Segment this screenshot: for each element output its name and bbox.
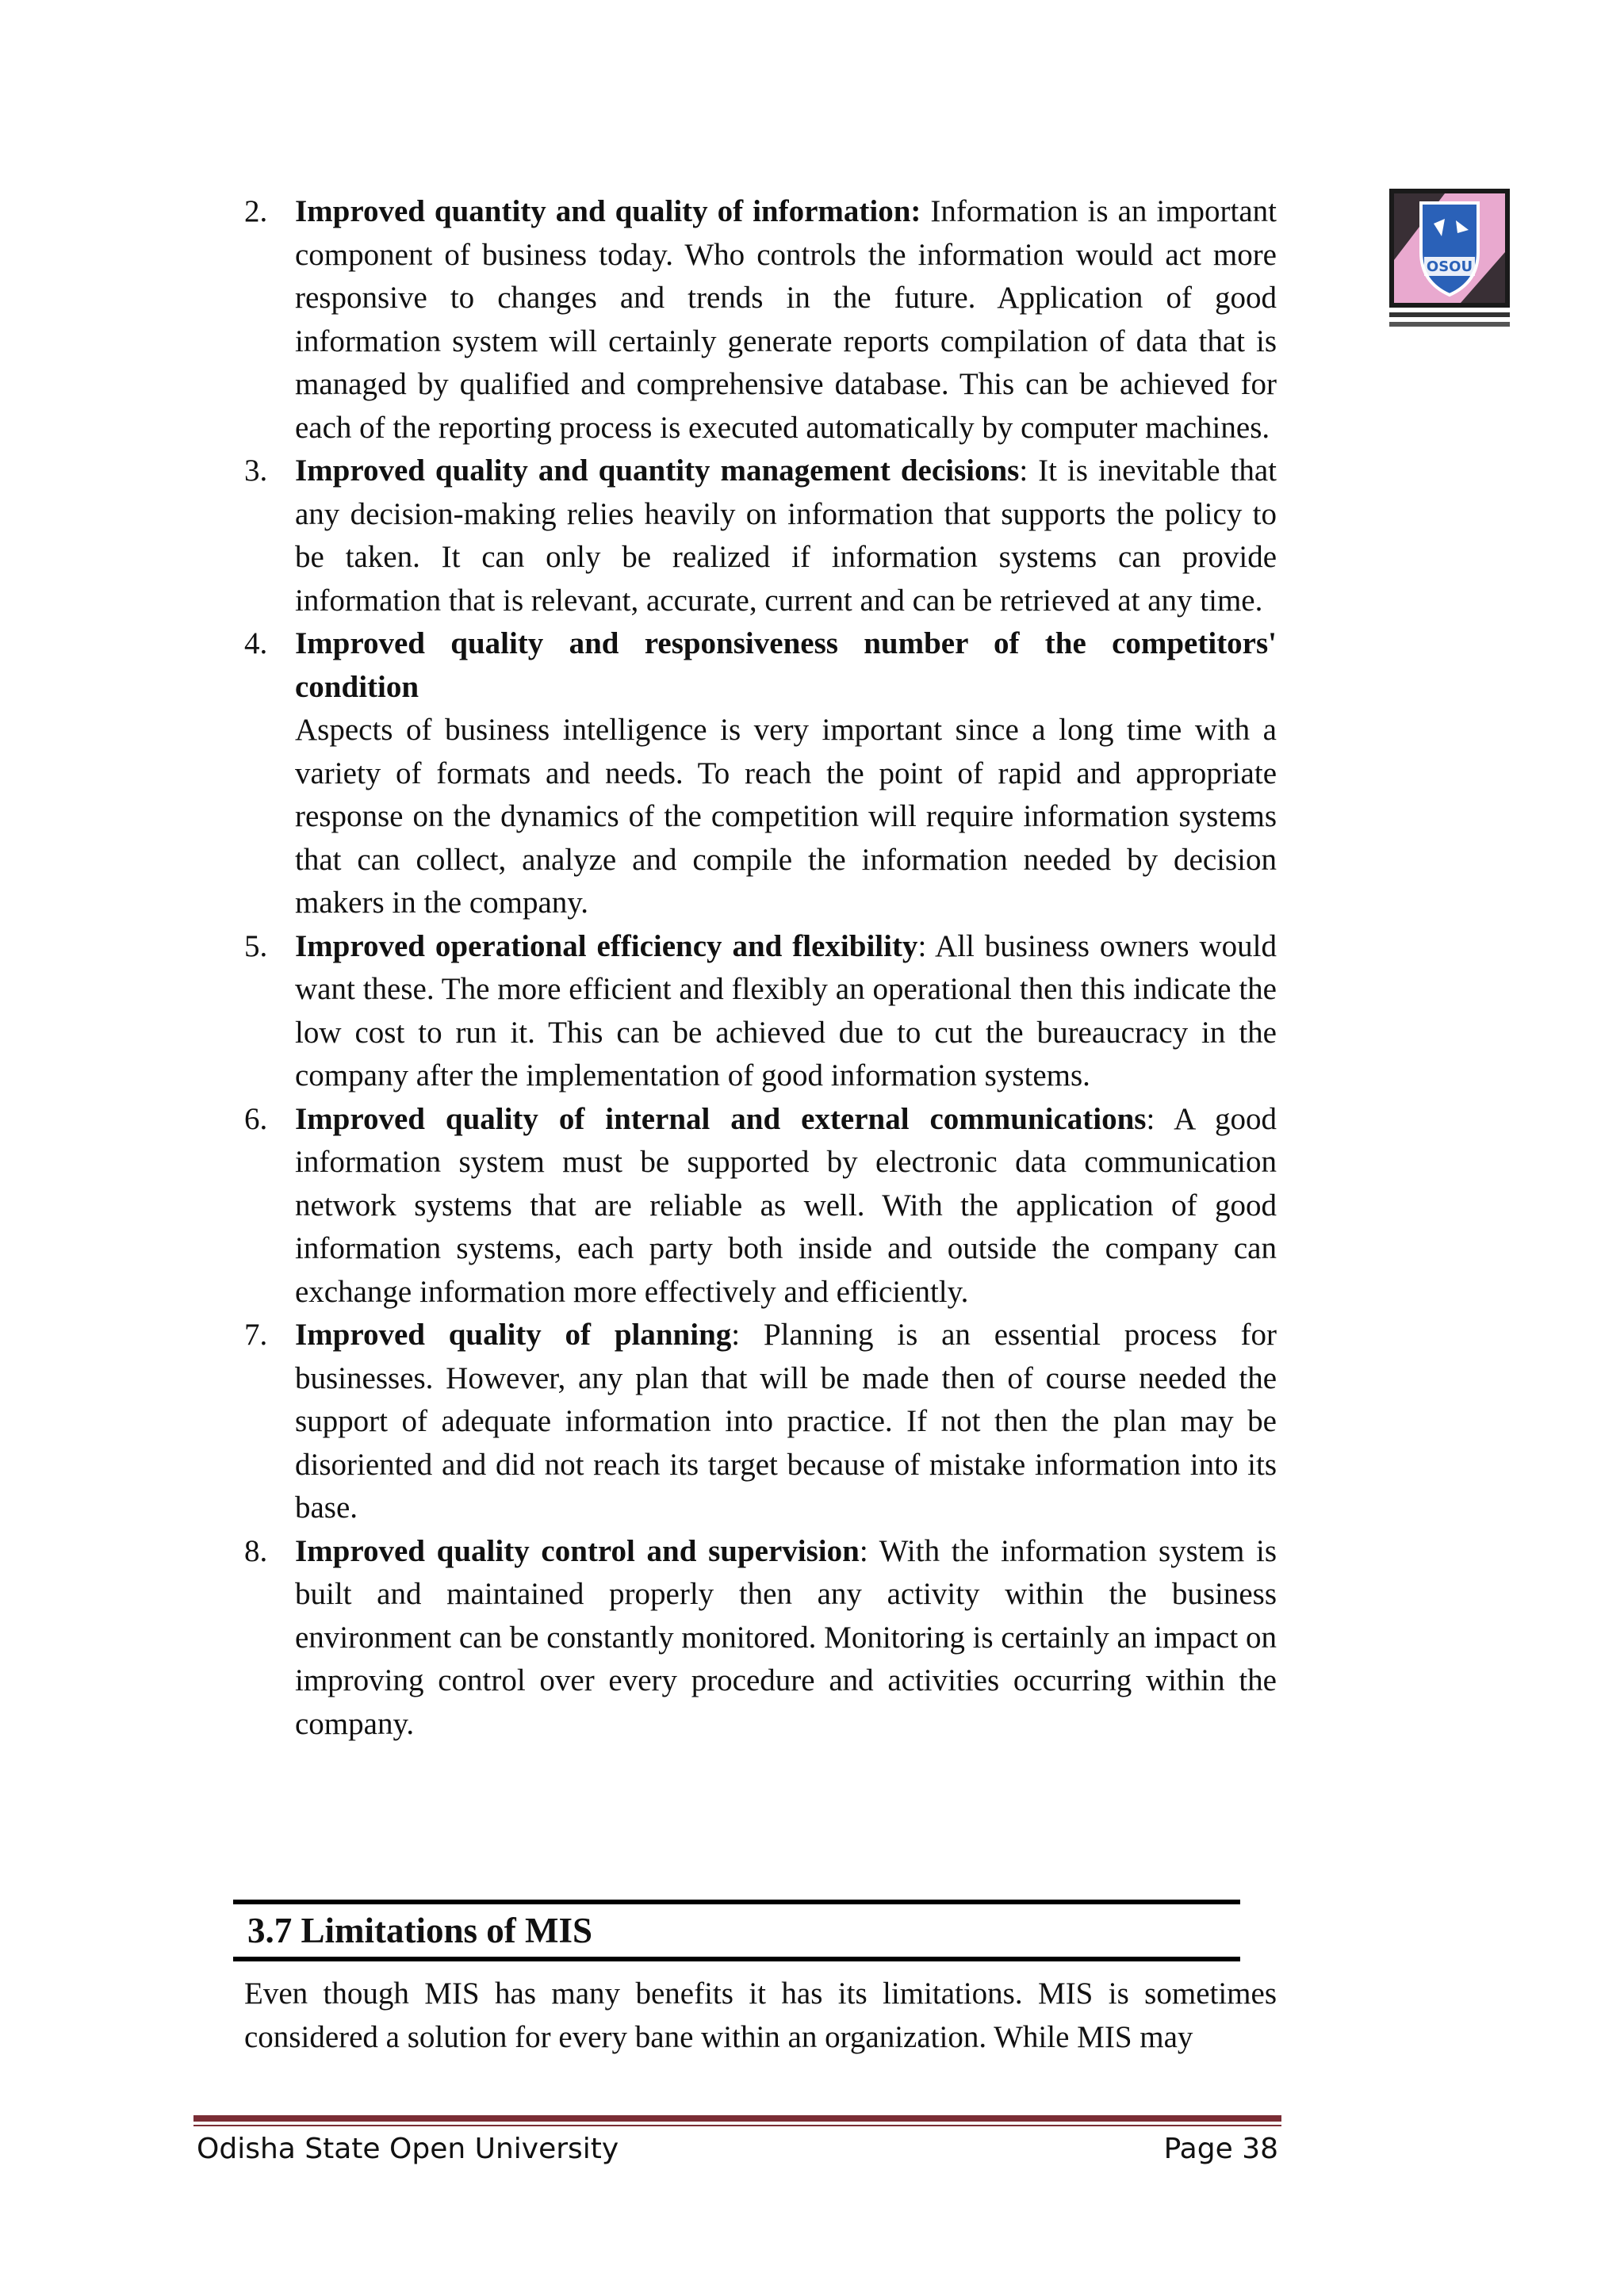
- list-item-text: : Planning is an essential process for businesses. However, any plan that will be made then of course needed the support of adequate information into practice. If not then the plan may be disoriented and did not reach its target because of mistake information into its base.: [295, 1318, 1277, 1525]
- footer-university-name: Odisha State Open University: [197, 2133, 619, 2165]
- footer-page-number: Page 38: [1163, 2133, 1278, 2165]
- list-item: [244, 1530, 1277, 1747]
- heading-bottom-rule: [233, 1957, 1240, 1961]
- list-item-title: Improved quality and responsiveness number of the competitors' condition: [295, 626, 1277, 704]
- benefits-list: [244, 190, 1277, 1746]
- list-item-number: 5.: [244, 928, 268, 963]
- list-item-text: : All business owners would want these. The more efficient and flexibly an operational then this indicate the low cost to run it. This can be achieved due to cut the bureaucracy in the company after the implementation of good information systems.: [295, 928, 1277, 1093]
- logo-text: OSOU: [1426, 258, 1473, 275]
- footer-rule: [193, 2115, 1281, 2122]
- list-item-title: Improved quality control and supervision: [295, 1533, 860, 1568]
- osou-logo-icon: [1389, 189, 1510, 331]
- section-paragraph: Even though MIS has many benefits it has its limitations. MIS is sometimes considered a solution for every bane within an organization. While MIS may: [244, 1976, 1277, 2054]
- list-item-title: Improved quality of internal and external communications: [295, 1101, 1147, 1136]
- section-heading-block: [233, 1900, 1240, 1961]
- list-item: [244, 925, 1277, 1098]
- list-item-text: : A good information system must be supported by electronic data communication network systems that are reliable as well. With the application of good information systems, each party both inside and outside the company can exchange information more effectively and efficiently.: [295, 1101, 1277, 1309]
- list-item: [244, 1098, 1277, 1314]
- list-item-number: 4.: [244, 626, 268, 660]
- list-item: [244, 1314, 1277, 1530]
- section-heading: 3.7 Limitations of MIS: [247, 1911, 593, 1950]
- list-item: [244, 622, 1277, 925]
- list-item-title: Improved operational efficiency and flexibility: [295, 928, 918, 963]
- list-item-number: 8.: [244, 1533, 268, 1568]
- benefits-list-section: [244, 190, 1277, 1746]
- list-item-text: : It is inevitable that any decision-making relies heavily on information that supports the policy to be taken. It can only be realized if information systems can provide information that is relevant, accurate, current and can be retrieved at any time.: [295, 453, 1277, 618]
- list-item-title: Improved quantity and quality of information:: [295, 194, 921, 228]
- list-item: [244, 190, 1277, 450]
- footer-rule-thin: [193, 2125, 1281, 2126]
- list-item: [244, 450, 1277, 622]
- list-item-number: 6.: [244, 1101, 268, 1136]
- list-item-number: 7.: [244, 1318, 268, 1352]
- list-item-title: Improved quality and quantity management decisions: [295, 453, 1020, 488]
- list-item-text: Information is an important component of business today. Who controls the information would act more responsive to changes and trends in the future. Application of good information system will certainly generate reports compilation of data that is managed by qualified and comprehensive database. This can be achieved for each of the reporting process is executed automatically by computer machines.: [295, 194, 1277, 445]
- list-item-number: 2.: [244, 194, 268, 228]
- page-footer: [197, 2130, 1278, 2169]
- list-item-text: : With the information system is built and maintained properly then any activity within the business environment can be constantly monitored. Monitoring is certainly an impact on improving control over every procedure and activities occurring within the company.: [295, 1533, 1277, 1741]
- list-item-text: Aspects of business intelligence is very important since a long time with a variety of formats and needs. To reach the point of rapid and appropriate response on the dynamics of the competition will require information systems that can collect, analyze and compile the information needed by decision makers in the company.: [295, 713, 1277, 920]
- list-item-title: Improved quality of planning: [295, 1318, 732, 1352]
- list-item-number: 3.: [244, 453, 268, 488]
